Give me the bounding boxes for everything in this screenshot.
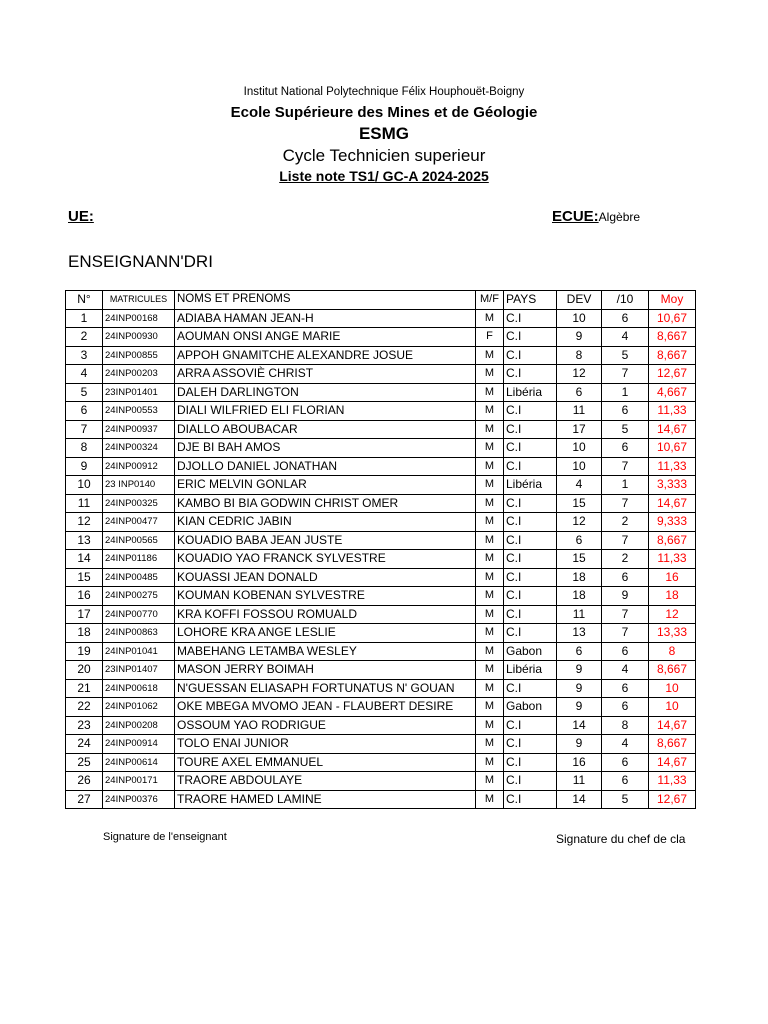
- row-name: LOHORE KRA ANGE LESLIE: [175, 624, 476, 643]
- row-dev: 9: [557, 661, 602, 680]
- row-country: Libéria: [504, 476, 557, 495]
- row-dev: 6: [557, 383, 602, 402]
- row-ten: 7: [602, 605, 649, 624]
- table-row: [66, 531, 696, 550]
- row-dev: 17: [557, 420, 602, 439]
- row-matricule: 24INP00275: [103, 587, 175, 606]
- row-name: DJOLLO DANIEL JONATHAN: [175, 457, 476, 476]
- row-ten: 6: [602, 698, 649, 717]
- row-name: KRA KOFFI FOSSOU ROMUALD: [175, 605, 476, 624]
- ecue-field: [552, 208, 640, 226]
- row-name: TOLO ENAI JUNIOR: [175, 735, 476, 754]
- row-country: C.I: [504, 420, 557, 439]
- row-ten: 5: [602, 790, 649, 809]
- row-number: 23: [66, 716, 103, 735]
- ecue-label: ECUE:: [552, 208, 599, 225]
- row-country: C.I: [504, 346, 557, 365]
- row-matricule: 23 INP0140: [103, 476, 175, 495]
- row-dev: 11: [557, 605, 602, 624]
- row-dev: 14: [557, 790, 602, 809]
- row-ten: 2: [602, 513, 649, 532]
- row-country: C.I: [504, 309, 557, 328]
- row-matricule: 24INP01186: [103, 550, 175, 569]
- row-dev: 15: [557, 550, 602, 569]
- row-moy: 16: [649, 568, 696, 587]
- row-matricule: 24INP00863: [103, 624, 175, 643]
- row-number: 4: [66, 365, 103, 384]
- teacher-signature-label: Signature de l'enseignant: [103, 831, 227, 843]
- row-number: 11: [66, 494, 103, 513]
- row-moy: 18: [649, 587, 696, 606]
- row-name: DIALLO ABOUBACAR: [175, 420, 476, 439]
- row-number: 16: [66, 587, 103, 606]
- row-country: C.I: [504, 679, 557, 698]
- row-moy: 14,67: [649, 494, 696, 513]
- row-gender: M: [476, 790, 504, 809]
- row-ten: 4: [602, 735, 649, 754]
- row-number: 8: [66, 439, 103, 458]
- row-moy: 8,667: [649, 661, 696, 680]
- row-moy: 9,333: [649, 513, 696, 532]
- table-row: [66, 420, 696, 439]
- row-country: C.I: [504, 457, 557, 476]
- row-name: KIAN CEDRIC JABIN: [175, 513, 476, 532]
- row-matricule: 24INP00937: [103, 420, 175, 439]
- table-row: [66, 587, 696, 606]
- row-country: Gabon: [504, 698, 557, 717]
- row-number: 27: [66, 790, 103, 809]
- row-moy: 4,667: [649, 383, 696, 402]
- row-matricule: 24INP00770: [103, 605, 175, 624]
- row-matricule: 24INP00912: [103, 457, 175, 476]
- row-country: C.I: [504, 494, 557, 513]
- row-country: Libéria: [504, 383, 557, 402]
- row-moy: 10: [649, 698, 696, 717]
- header-number: N°: [66, 291, 103, 310]
- row-ten: 6: [602, 772, 649, 791]
- row-name: ADIABA HAMAN JEAN-H: [175, 309, 476, 328]
- row-gender: M: [476, 698, 504, 717]
- table-row: [66, 550, 696, 569]
- row-number: 2: [66, 328, 103, 347]
- header-dev: DEV: [557, 291, 602, 310]
- header-country: PAYS: [504, 291, 557, 310]
- row-ten: 5: [602, 420, 649, 439]
- row-matricule: 24INP01062: [103, 698, 175, 717]
- row-gender: M: [476, 624, 504, 643]
- row-matricule: 24INP00618: [103, 679, 175, 698]
- row-name: TRAORE HAMED LAMINE: [175, 790, 476, 809]
- row-number: 10: [66, 476, 103, 495]
- table-row: [66, 457, 696, 476]
- row-country: C.I: [504, 716, 557, 735]
- row-name: KOUASSI JEAN DONALD: [175, 568, 476, 587]
- row-country: C.I: [504, 328, 557, 347]
- row-dev: 11: [557, 772, 602, 791]
- row-ten: 6: [602, 753, 649, 772]
- row-ten: 7: [602, 531, 649, 550]
- header-ten: /10: [602, 291, 649, 310]
- list-title: Liste note TS1/ GC-A 2024-2025: [279, 168, 489, 184]
- row-number: 26: [66, 772, 103, 791]
- table-row: [66, 790, 696, 809]
- row-dev: 6: [557, 642, 602, 661]
- row-gender: M: [476, 513, 504, 532]
- row-gender: M: [476, 346, 504, 365]
- row-number: 20: [66, 661, 103, 680]
- table-row: [66, 513, 696, 532]
- row-gender: M: [476, 494, 504, 513]
- row-moy: 14,67: [649, 420, 696, 439]
- row-moy: 11,33: [649, 772, 696, 791]
- row-dev: 12: [557, 365, 602, 384]
- row-number: 3: [66, 346, 103, 365]
- row-name: OKE MBEGA MVOMO JEAN - FLAUBERT DESIRE: [175, 698, 476, 717]
- row-number: 21: [66, 679, 103, 698]
- row-dev: 18: [557, 568, 602, 587]
- row-number: 15: [66, 568, 103, 587]
- row-moy: 3,333: [649, 476, 696, 495]
- row-ten: 5: [602, 346, 649, 365]
- row-name: MASON JERRY BOIMAH: [175, 661, 476, 680]
- school-acronym: ESMG: [358, 124, 410, 143]
- school-name: Ecole Supérieure des Mines et de Géologie: [230, 104, 538, 121]
- row-gender: M: [476, 605, 504, 624]
- institution-name: Institut National Polytechnique Félix Houphouët-Boigny: [243, 86, 525, 98]
- row-matricule: 24INP00203: [103, 365, 175, 384]
- grades-table: [65, 290, 696, 809]
- row-moy: 14,67: [649, 716, 696, 735]
- table-row: [66, 679, 696, 698]
- row-moy: 8: [649, 642, 696, 661]
- ue-label: UE:: [68, 208, 94, 225]
- row-gender: M: [476, 420, 504, 439]
- row-ten: 1: [602, 383, 649, 402]
- row-moy: 10,67: [649, 439, 696, 458]
- row-ten: 4: [602, 661, 649, 680]
- row-dev: 10: [557, 309, 602, 328]
- table-header-row: [66, 291, 696, 310]
- row-dev: 4: [557, 476, 602, 495]
- row-ten: 6: [602, 642, 649, 661]
- row-name: APPOH GNAMITCHE ALEXANDRE JOSUE: [175, 346, 476, 365]
- row-matricule: 24INP00565: [103, 531, 175, 550]
- row-gender: M: [476, 587, 504, 606]
- row-dev: 14: [557, 716, 602, 735]
- row-moy: 12: [649, 605, 696, 624]
- row-dev: 11: [557, 402, 602, 421]
- teacher-name: ENSEIGNANN'DRI: [68, 252, 213, 271]
- table-row: [66, 309, 696, 328]
- row-gender: M: [476, 309, 504, 328]
- row-number: 25: [66, 753, 103, 772]
- row-country: C.I: [504, 753, 557, 772]
- row-moy: 10,67: [649, 309, 696, 328]
- row-matricule: 24INP00485: [103, 568, 175, 587]
- row-matricule: 23INP01401: [103, 383, 175, 402]
- row-country: C.I: [504, 402, 557, 421]
- table-row: [66, 346, 696, 365]
- row-number: 5: [66, 383, 103, 402]
- row-moy: 13,33: [649, 624, 696, 643]
- row-ten: 7: [602, 457, 649, 476]
- table-row: [66, 605, 696, 624]
- row-dev: 15: [557, 494, 602, 513]
- row-ten: 7: [602, 365, 649, 384]
- row-number: 19: [66, 642, 103, 661]
- row-moy: 8,667: [649, 328, 696, 347]
- row-dev: 18: [557, 587, 602, 606]
- row-number: 9: [66, 457, 103, 476]
- table-row: [66, 383, 696, 402]
- row-country: C.I: [504, 513, 557, 532]
- row-number: 1: [66, 309, 103, 328]
- row-country: C.I: [504, 365, 557, 384]
- row-dev: 10: [557, 457, 602, 476]
- row-moy: 8,667: [649, 346, 696, 365]
- table-row: [66, 476, 696, 495]
- row-dev: 10: [557, 439, 602, 458]
- row-matricule: 24INP00208: [103, 716, 175, 735]
- table-row: [66, 365, 696, 384]
- row-moy: 8,667: [649, 735, 696, 754]
- table-row: [66, 735, 696, 754]
- row-ten: 4: [602, 328, 649, 347]
- row-ten: 7: [602, 624, 649, 643]
- row-name: DIALI WILFRIED ELI FLORIAN: [175, 402, 476, 421]
- row-ten: 6: [602, 309, 649, 328]
- row-gender: M: [476, 365, 504, 384]
- row-number: 12: [66, 513, 103, 532]
- header-name: NOMS ET PRENOMS: [175, 291, 476, 310]
- row-matricule: 24INP00930: [103, 328, 175, 347]
- row-country: C.I: [504, 568, 557, 587]
- row-name: DALEH DARLINGTON: [175, 383, 476, 402]
- header-matricule: MATRICULES: [103, 291, 175, 310]
- row-country: C.I: [504, 550, 557, 569]
- row-matricule: 24INP00477: [103, 513, 175, 532]
- row-name: ARRA ASSOVIÈ CHRIST: [175, 365, 476, 384]
- row-matricule: 24INP00376: [103, 790, 175, 809]
- row-country: C.I: [504, 531, 557, 550]
- row-moy: 10: [649, 679, 696, 698]
- row-ten: 6: [602, 679, 649, 698]
- row-matricule: 24INP00614: [103, 753, 175, 772]
- row-country: C.I: [504, 587, 557, 606]
- row-name: KOUADIO BABA JEAN JUSTE: [175, 531, 476, 550]
- row-number: 13: [66, 531, 103, 550]
- row-ten: 7: [602, 494, 649, 513]
- row-name: DJE BI BAH AMOS: [175, 439, 476, 458]
- row-ten: 9: [602, 587, 649, 606]
- table-row: [66, 772, 696, 791]
- row-name: TOURE AXEL EMMANUEL: [175, 753, 476, 772]
- ecue-value: Algèbre: [598, 210, 641, 224]
- table-row: [66, 661, 696, 680]
- row-matricule: 24INP00171: [103, 772, 175, 791]
- row-name: TRAORE ABDOULAYE: [175, 772, 476, 791]
- header-gender: M/F: [476, 291, 504, 310]
- row-moy: 11,33: [649, 402, 696, 421]
- row-dev: 12: [557, 513, 602, 532]
- row-country: C.I: [504, 790, 557, 809]
- row-country: C.I: [504, 735, 557, 754]
- cycle-name: Cycle Technicien superieur: [282, 146, 486, 165]
- row-gender: M: [476, 679, 504, 698]
- row-matricule: 24INP00168: [103, 309, 175, 328]
- table-row: [66, 753, 696, 772]
- row-ten: 2: [602, 550, 649, 569]
- row-country: Libéria: [504, 661, 557, 680]
- row-matricule: 24INP00553: [103, 402, 175, 421]
- row-country: C.I: [504, 605, 557, 624]
- table-row: [66, 328, 696, 347]
- row-number: 22: [66, 698, 103, 717]
- row-dev: 9: [557, 679, 602, 698]
- row-moy: 11,33: [649, 550, 696, 569]
- row-gender: M: [476, 550, 504, 569]
- row-gender: M: [476, 402, 504, 421]
- row-number: 17: [66, 605, 103, 624]
- row-matricule: 23INP01407: [103, 661, 175, 680]
- row-gender: M: [476, 772, 504, 791]
- row-gender: M: [476, 439, 504, 458]
- row-country: C.I: [504, 439, 557, 458]
- row-country: Gabon: [504, 642, 557, 661]
- row-name: KOUADIO YAO FRANCK SYLVESTRE: [175, 550, 476, 569]
- row-name: KAMBO BI BIA GODWIN CHRIST OMER: [175, 494, 476, 513]
- row-dev: 16: [557, 753, 602, 772]
- row-moy: 12,67: [649, 365, 696, 384]
- row-gender: F: [476, 328, 504, 347]
- row-moy: 11,33: [649, 457, 696, 476]
- row-dev: 6: [557, 531, 602, 550]
- row-ten: 6: [602, 402, 649, 421]
- row-matricule: 24INP01041: [103, 642, 175, 661]
- row-name: N'GUESSAN ELIASAPH FORTUNATUS N' GOUAN: [175, 679, 476, 698]
- row-country: C.I: [504, 624, 557, 643]
- row-ten: 1: [602, 476, 649, 495]
- row-matricule: 24INP00324: [103, 439, 175, 458]
- row-number: 6: [66, 402, 103, 421]
- row-gender: M: [476, 457, 504, 476]
- row-number: 18: [66, 624, 103, 643]
- row-gender: M: [476, 753, 504, 772]
- row-matricule: 24INP00914: [103, 735, 175, 754]
- row-name: KOUMAN KOBENAN SYLVESTRE: [175, 587, 476, 606]
- row-number: 7: [66, 420, 103, 439]
- table-row: [66, 402, 696, 421]
- header-moy: Moy: [649, 291, 696, 310]
- head-signature-label: Signature du chef de cla: [556, 832, 686, 846]
- row-gender: M: [476, 716, 504, 735]
- row-name: AOUMAN ONSI ANGE MARIE: [175, 328, 476, 347]
- row-dev: 9: [557, 698, 602, 717]
- row-number: 24: [66, 735, 103, 754]
- row-dev: 13: [557, 624, 602, 643]
- row-moy: 14,67: [649, 753, 696, 772]
- table-row: [66, 439, 696, 458]
- row-name: OSSOUM YAO RODRIGUE: [175, 716, 476, 735]
- row-moy: 8,667: [649, 531, 696, 550]
- row-dev: 9: [557, 735, 602, 754]
- row-name: MABEHANG LETAMBA WESLEY: [175, 642, 476, 661]
- table-row: [66, 624, 696, 643]
- row-gender: M: [476, 642, 504, 661]
- row-gender: M: [476, 661, 504, 680]
- table-row: [66, 642, 696, 661]
- row-matricule: 24INP00325: [103, 494, 175, 513]
- row-ten: 6: [602, 439, 649, 458]
- row-dev: 8: [557, 346, 602, 365]
- table-row: [66, 698, 696, 717]
- row-moy: 12,67: [649, 790, 696, 809]
- table-row: [66, 716, 696, 735]
- row-name: ERIC MELVIN GONLAR: [175, 476, 476, 495]
- table-row: [66, 568, 696, 587]
- table-row: [66, 494, 696, 513]
- row-ten: 6: [602, 568, 649, 587]
- row-gender: M: [476, 476, 504, 495]
- row-gender: M: [476, 568, 504, 587]
- row-dev: 9: [557, 328, 602, 347]
- row-number: 14: [66, 550, 103, 569]
- row-matricule: 24INP00855: [103, 346, 175, 365]
- row-gender: M: [476, 735, 504, 754]
- row-ten: 8: [602, 716, 649, 735]
- row-gender: M: [476, 531, 504, 550]
- row-gender: M: [476, 383, 504, 402]
- row-country: C.I: [504, 772, 557, 791]
